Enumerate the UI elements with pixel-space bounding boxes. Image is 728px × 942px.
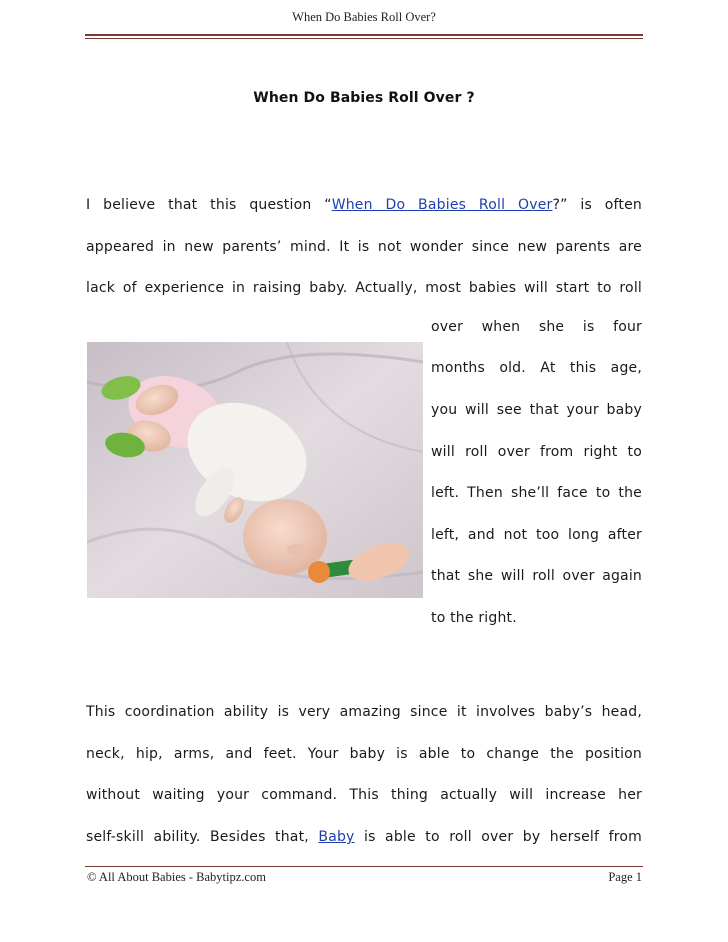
side-text-line: that she will roll over again [431, 568, 642, 584]
side-text-line: to the right. [431, 610, 517, 626]
when-do-babies-roll-over-link[interactable]: When Do Babies Roll Over [331, 197, 553, 213]
para1-text: ?” is often [552, 197, 642, 213]
para1-line-1 [86, 196, 642, 214]
page-number: Page 1 [608, 870, 642, 884]
header-rule-thin [85, 38, 643, 39]
baby-link[interactable]: Baby [318, 829, 355, 845]
side-text-line: months old. At this age, [431, 360, 642, 376]
para1-line-3: lack of experience in raising baby. Actually, most babies will start to roll [86, 280, 642, 296]
running-header: When Do Babies Roll Over? [292, 10, 436, 24]
side-text-line: over when she is four [431, 319, 642, 335]
page-title: When Do Babies Roll Over ? [253, 90, 475, 106]
side-text-line: will roll over from right to [431, 444, 642, 460]
baby-rolling-photo [87, 342, 423, 598]
para1-text: I believe that this question “ [86, 197, 332, 213]
para1-line-2: appeared in new parents’ mind. It is not wonder since new parents are [86, 239, 642, 255]
para2-line-4 [86, 828, 642, 846]
side-text-line: you will see that your baby [431, 402, 642, 418]
para2-text: self-skill ability. Besides that, [86, 829, 309, 845]
footer-copyright: © All About Babies - Babytipz.com [87, 870, 266, 884]
para2-line-3: without waiting your command. This thing actually will increase her [86, 787, 642, 803]
baby-photo-illustration [87, 342, 423, 598]
footer-rule [85, 866, 643, 867]
header-rule-thick [85, 34, 643, 36]
side-text-line: left. Then she’ll face to the [431, 485, 642, 501]
para2-line-1: This coordination ability is very amazing since it involves baby’s head, [86, 704, 642, 720]
para2-line-2: neck, hip, arms, and feet. Your baby is able to change the position [86, 746, 642, 762]
para2-text: is able to roll over by herself from [364, 829, 642, 845]
side-text-line: left, and not too long after [431, 527, 642, 543]
